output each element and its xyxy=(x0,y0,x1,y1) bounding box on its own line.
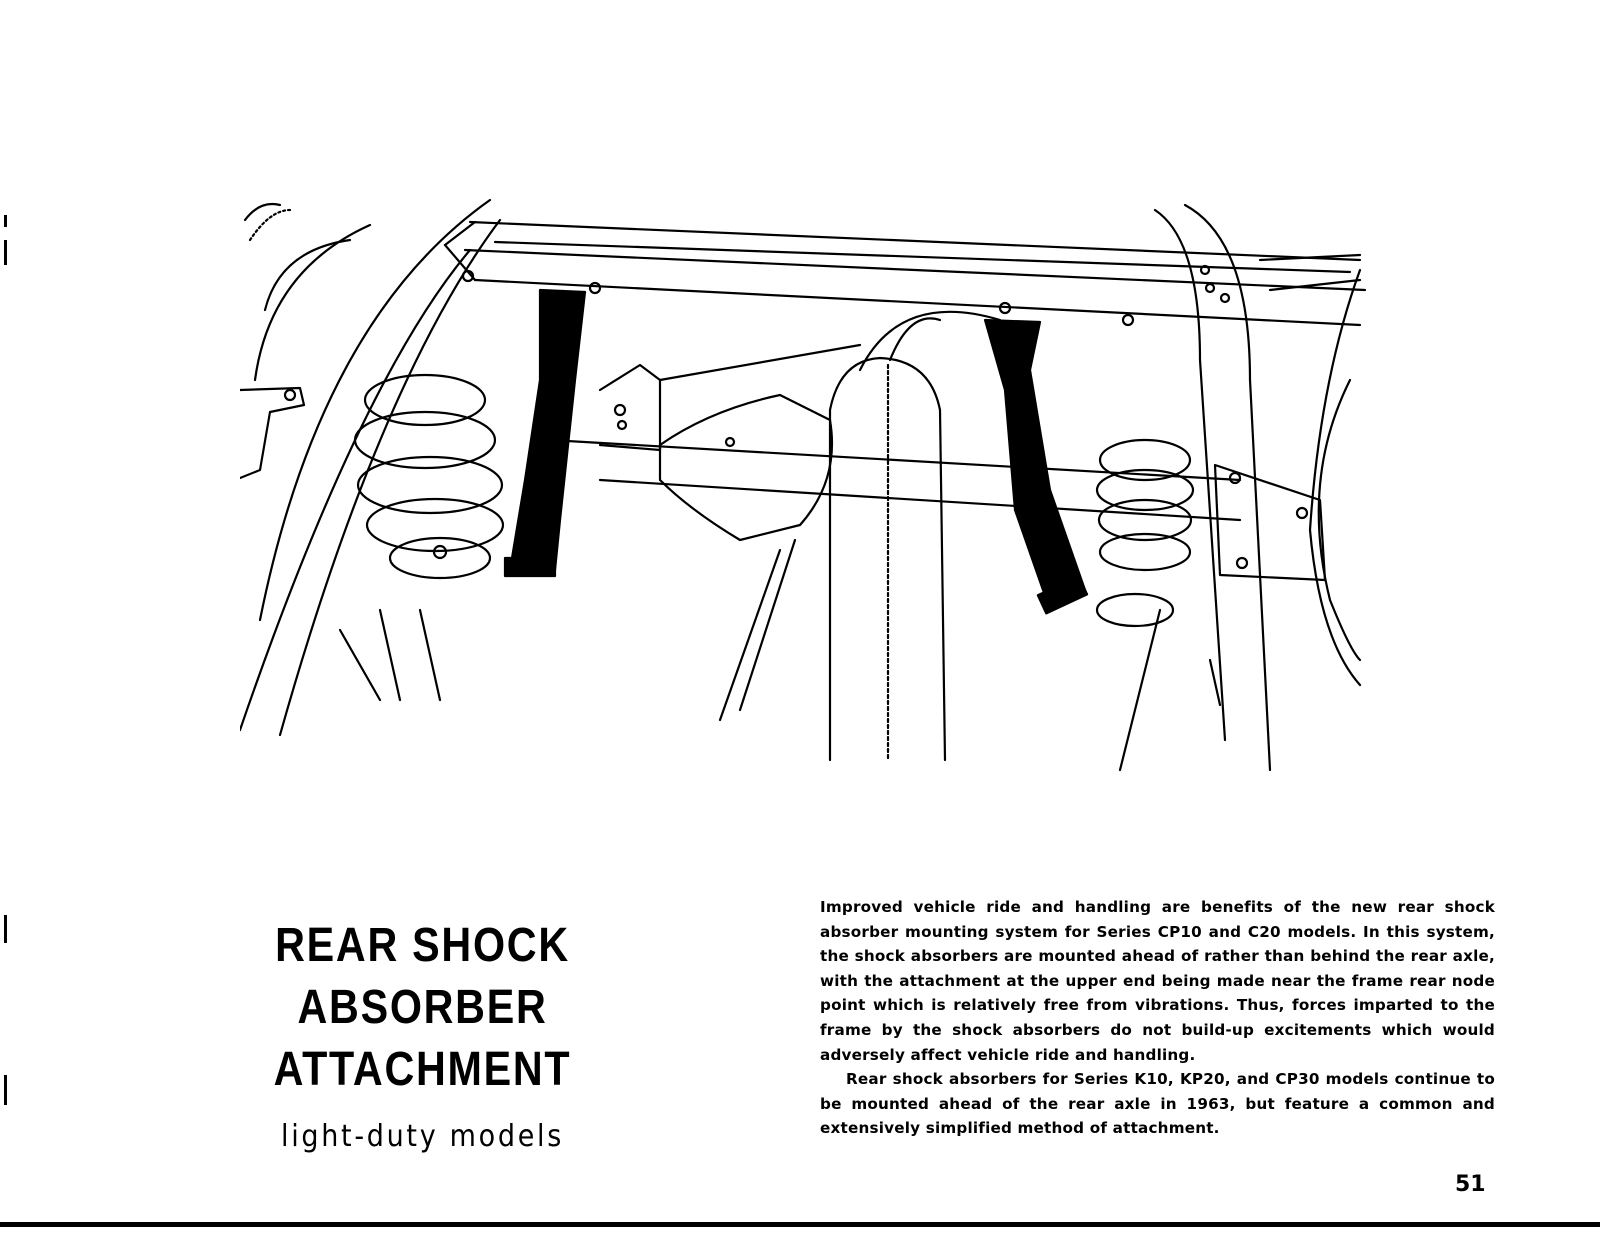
margin-mark xyxy=(4,1075,7,1105)
heading-block xyxy=(130,915,715,1154)
body-paragraph-1: Improved vehicle ride and handling are benefits of the new rear shock absorber mounting system for Series CP10 and C20 models. In this system, the shock absorbers are mounted ahead of rather than behind the rear axle, with the attachment at the upper end being made near the frame rear node point which is relatively free from vibrations. Thus, forces imparted to the frame by the shock absorbers do not build-up excitements which would adversely affect vehicle ride and handling. xyxy=(820,898,1495,1064)
margin-mark xyxy=(4,240,7,265)
rear-suspension-illustration xyxy=(240,180,1390,790)
page-number: 51 xyxy=(1455,1172,1486,1197)
page-subtitle: light-duty models xyxy=(280,1119,565,1154)
margin-mark xyxy=(4,215,7,227)
bottom-rule xyxy=(0,1222,1600,1227)
page-title-line1: REAR SHOCK ABSORBER xyxy=(275,919,570,1034)
margin-mark xyxy=(4,915,7,943)
body-text xyxy=(820,895,1495,1141)
body-paragraph-2: Rear shock absorbers for Series K10, KP20, and CP30 models continue to be mounted ahead of the rear axle in 1963, but feature a common and extensively simplified method of attachment. xyxy=(820,1070,1495,1138)
page-title-line2: ATTACHMENT xyxy=(273,1043,572,1096)
